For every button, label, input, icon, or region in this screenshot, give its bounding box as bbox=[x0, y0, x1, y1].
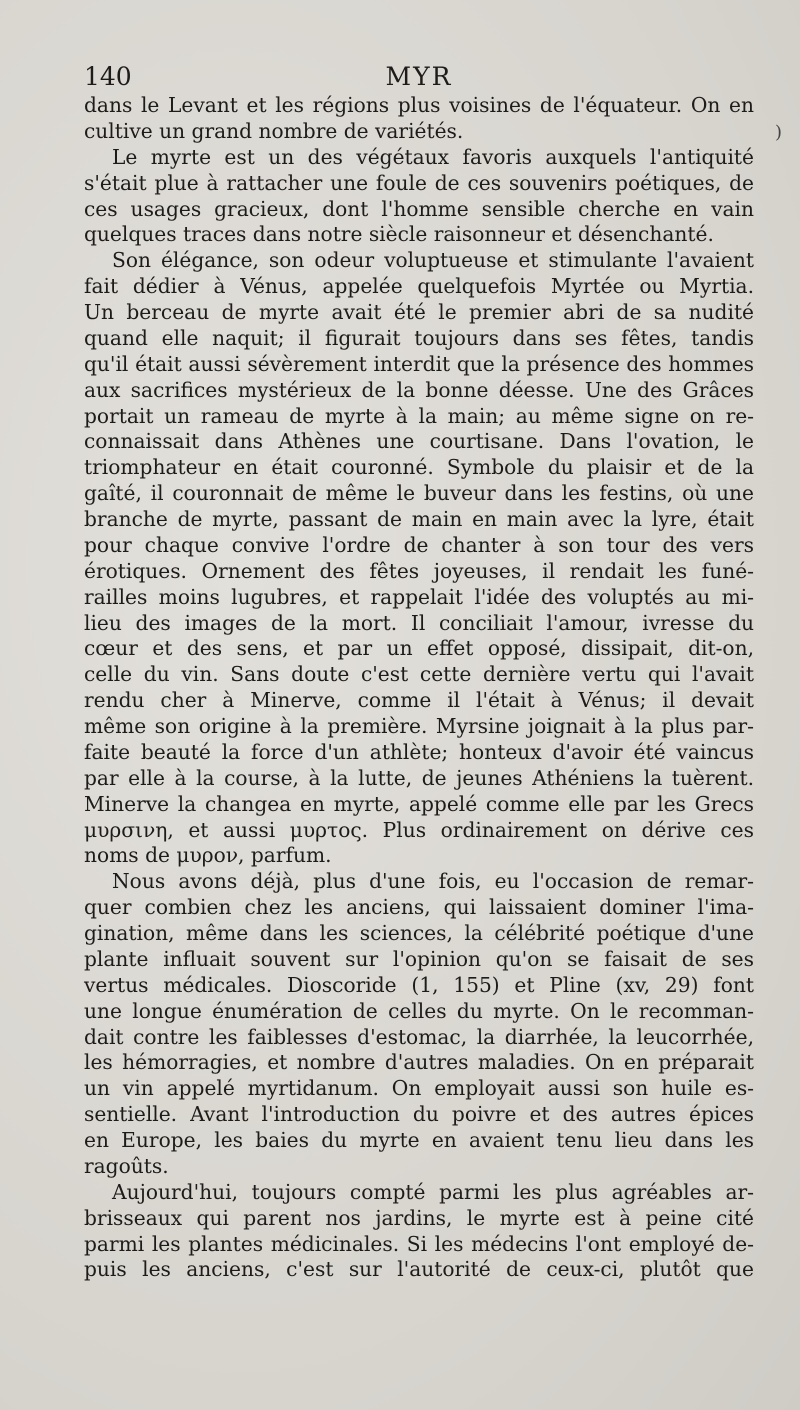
text-line: Le myrte est un des végétaux favoris auxquels l'antiquité bbox=[112, 144, 754, 169]
text-line: vertus médicales. Dioscoride (1, 155) et Pline (xv, 29) font bbox=[84, 972, 754, 997]
running-head: MYR bbox=[385, 62, 453, 91]
text-line: Un berceau de myrte avait été le premier abri de sa nudité bbox=[84, 300, 754, 324]
text-line: Minerve la changea en myrte, appelé comme elle par les Grecs bbox=[84, 791, 754, 816]
text-line: quelques traces dans notre siècle raisonneur et désenchanté. bbox=[84, 222, 714, 247]
text-line: faite beauté la force d'un athlète; honteux d'avoir été vaincus bbox=[84, 739, 754, 764]
text-line: Son élégance, son odeur voluptueuse et stimulante l'avaient bbox=[112, 248, 754, 273]
text-line: brisseaux qui parent nos jardins, le myrte est à peine cité bbox=[84, 1205, 754, 1230]
text-line: aux sacrifices mystérieux de la bonne déesse. Une des Grâces bbox=[84, 377, 754, 402]
text-line: connaissait dans Athènes une courtisane. Dans l'ovation, le bbox=[84, 429, 754, 454]
text-line: celle du vin. Sans doute c'est cette dernière vertu qui l'avait bbox=[84, 662, 754, 687]
text-line: rendu cher à Minerve, comme il l'était à Vénus; il devait bbox=[84, 688, 754, 713]
text-line: noms de μυρον, parfum. bbox=[84, 843, 332, 868]
text-line: cultive un grand nombre de variétés. bbox=[84, 118, 464, 143]
text-line: railles moins lugubres, et rappelait l'idée des voluptés au mi- bbox=[84, 584, 754, 609]
page-number: 140 bbox=[84, 62, 132, 91]
page-header bbox=[84, 62, 754, 94]
text-line: même son origine à la première. Myrsine joignait à la plus par- bbox=[84, 714, 754, 738]
text-line: portait un rameau de myrte à la main; au même signe on re- bbox=[84, 403, 754, 428]
text-line: s'était plue à rattacher une foule de ces souvenirs poétiques, de bbox=[84, 170, 754, 195]
text-line: Nous avons déjà, plus d'une fois, eu l'occasion de remar- bbox=[112, 869, 754, 894]
text-line: cœur et des sens, et par un effet opposé, dissipait, dit-on, bbox=[84, 636, 754, 661]
text-line: en Europe, les baies du myrte en avaient tenu lieu dans les bbox=[84, 1128, 754, 1152]
text-line: une longue énumération de celles du myrte. On le recomman- bbox=[84, 998, 754, 1023]
margin-mark: ) bbox=[774, 122, 782, 143]
text-line: Aujourd'hui, toujours compté parmi les plus agréables ar- bbox=[112, 1179, 754, 1204]
text-line: gination, même dans les sciences, la célébrité poétique d'une bbox=[84, 921, 754, 945]
text-line: fait dédier à Vénus, appelée quelquefois Myrtée ou Myrtia. bbox=[84, 274, 754, 299]
text-line: quer combien chez les anciens, qui laissaient dominer l'ima- bbox=[84, 895, 754, 920]
text-line: quand elle naquit; il figurait toujours dans ses fêtes, tandis bbox=[84, 325, 754, 350]
text-line: gaîté, il couronnait de même le buveur dans les festins, où une bbox=[84, 481, 754, 506]
text-line: puis les anciens, c'est sur l'autorité de ceux-ci, plutôt que bbox=[84, 1257, 754, 1282]
text-line: qu'il était aussi sévèrement interdit que la présence des hommes bbox=[84, 351, 754, 376]
text-line: μυρσινη, et aussi μυρτος. Plus ordinairement on dérive ces bbox=[84, 817, 754, 842]
text-line: sentielle. Avant l'introduction du poivre et des autres épices bbox=[84, 1102, 754, 1127]
body-text bbox=[84, 93, 754, 1283]
text-line: érotiques. Ornement des fêtes joyeuses, il rendait les funé- bbox=[84, 558, 754, 583]
text-line: ragoûts. bbox=[84, 1153, 169, 1178]
text-line: ces usages gracieux, dont l'homme sensible cherche en vain bbox=[84, 196, 754, 221]
text-line: lieu des images de la mort. Il conciliait l'amour, ivresse du bbox=[84, 610, 754, 635]
text-line: les hémorragies, et nombre d'autres maladies. On en préparait bbox=[84, 1050, 754, 1075]
text-line: dait contre les faiblesses d'estomac, la diarrhée, la leucorrhée, bbox=[84, 1024, 754, 1049]
text-line: parmi les plantes médicinales. Si les médecins l'ont employé de- bbox=[84, 1231, 754, 1256]
text-line: pour chaque convive l'ordre de chanter à son tour des vers bbox=[84, 532, 754, 557]
text-line: plante influait souvent sur l'opinion qu'on se faisait de ses bbox=[84, 946, 754, 971]
text-line: triomphateur en était couronné. Symbole du plaisir et de la bbox=[84, 455, 754, 480]
text-line: branche de myrte, passant de main en main avec la lyre, était bbox=[84, 507, 754, 531]
text-line: par elle à la course, à la lutte, de jeunes Athéniens la tuèrent. bbox=[84, 765, 754, 790]
text-line: dans le Levant et les régions plus voisines de l'équateur. On en bbox=[84, 93, 754, 117]
text-line: un vin appelé myrtidanum. On employait aussi son huile es- bbox=[84, 1076, 754, 1101]
